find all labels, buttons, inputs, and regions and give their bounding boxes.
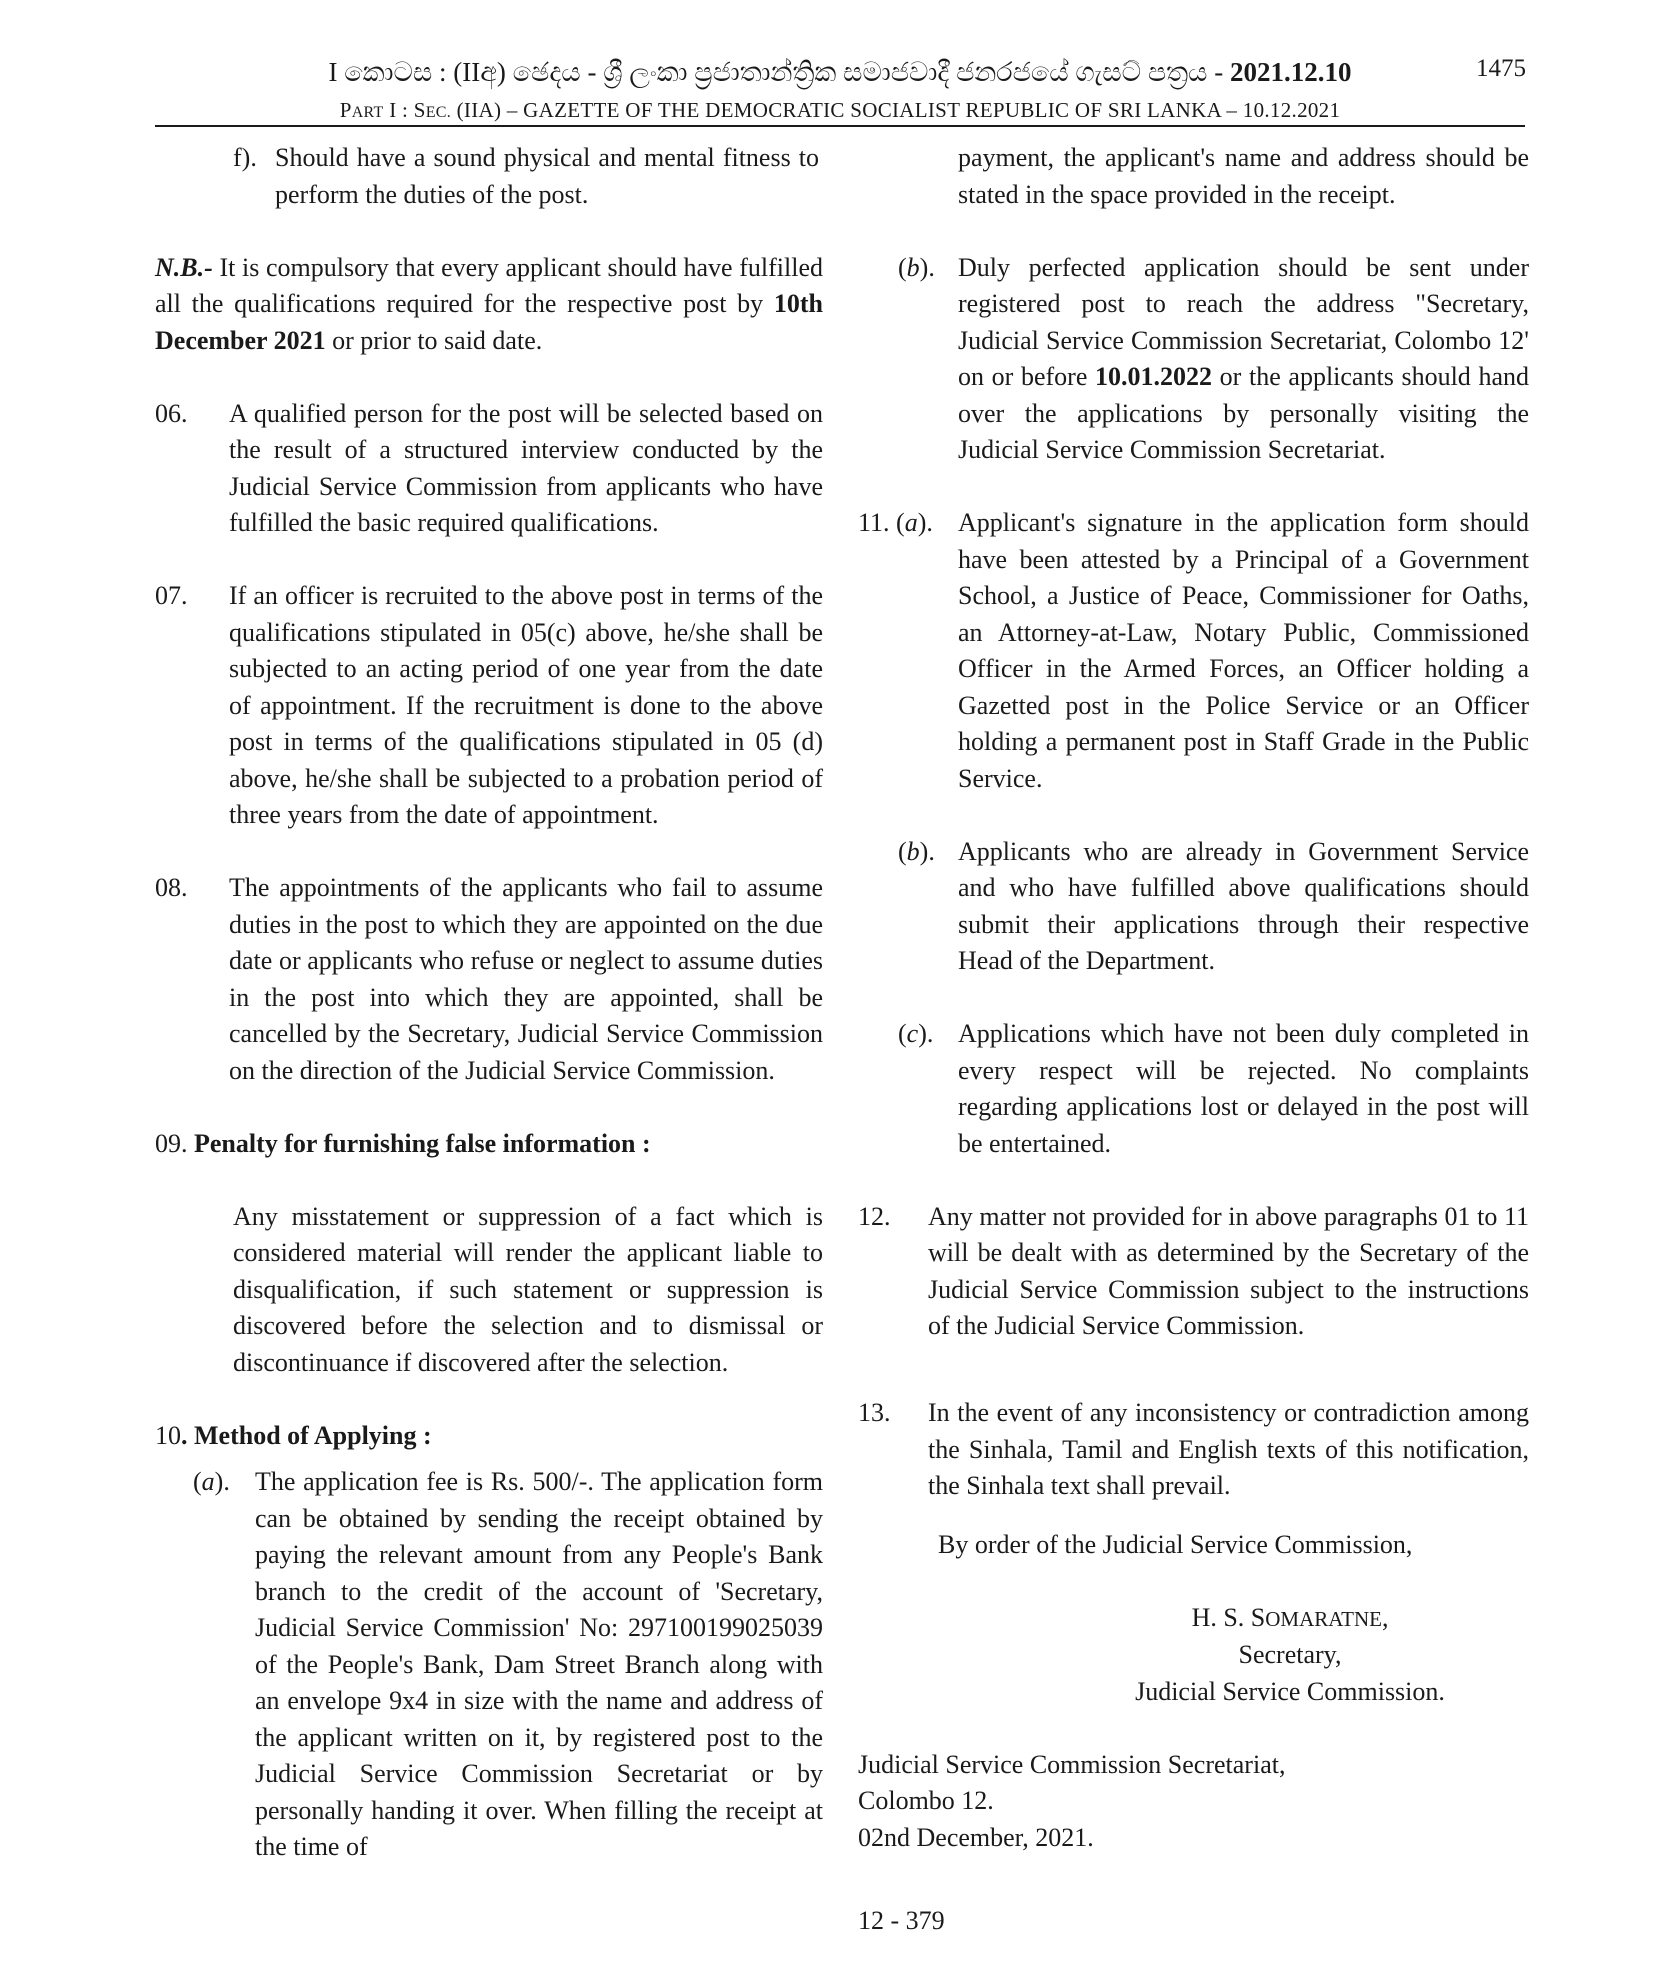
para-11c-text: Applications which have not been duly completed in every respect will be rejected. No complaints regarding applications lost or delayed in the post will be entertained. [958,1019,1529,1158]
para-13-number: 13. [858,1398,891,1427]
page-header [155,50,1525,129]
para-13 [858,1395,1529,1505]
header-sinhala-date: 2021.12.10 [1229,57,1352,87]
para-10-number: 10 [155,1420,181,1450]
para-09-heading: Penalty for furnishing false information : [194,1128,651,1158]
para-10a [155,1464,823,1866]
para-10b-label: (b). [898,252,935,282]
header-english-line [155,94,1525,129]
para-10b [858,250,1529,469]
left-column [155,140,823,1866]
para-11a [858,505,1529,797]
header-sinhala-text: I කොටස : (IIඅ) ඡෙදය - ශ්‍රී ලංකා ප්‍රජාතාන්ත්‍රික සමාජවාදී ජනරජයේ ගැසට් පත්‍රය - [328,57,1230,87]
page-number: 1475 [1476,55,1526,82]
header-sinhala-line [155,50,1525,94]
para-11c-label: (c). [898,1019,934,1048]
nb-text-2: or prior to said date. [332,325,543,355]
para-12-number: 12. [858,1201,891,1231]
header-sec-initial: I : S [389,98,426,122]
para-11a-label: 11. (a). [858,508,933,537]
address-line-1: Judicial Service Commission Secretariat, [858,1749,1286,1779]
item-f-label: f). [233,143,257,172]
signatory-name: H. S. SOMARATNE, [1191,1602,1389,1632]
issuing-address [858,1747,1529,1857]
header-part-initial: P [339,98,352,122]
signature-block [858,1600,1470,1711]
para-09-text: Any misstatement or suppression of a fact which is considered material will render the applicant liable to disqualification, if such statement or suppression is discovered before the selection and to dismissal or discontinuance if discovered after the selection. [233,1201,823,1377]
para-10b-deadline: 10.01.2022 [1095,362,1213,391]
para-08 [155,870,823,1089]
header-english-title: (IIA) – GAZETTE OF THE DEMOCRATIC SOCIALIST REPUBLIC OF SRI LANKA – 10.12.2021 [456,98,1341,122]
signatory-organization: Judicial Service Commission. [1135,1676,1445,1706]
nb-text-1: It is compulsory that every applicant should have fulfilled all the qualifications required for the respective post by [155,252,823,318]
para-11b [858,834,1529,980]
para-10a-label: (a). [193,1467,230,1496]
issue-date: 02nd December, 2021. [858,1822,1094,1852]
order-line: By order of the Judicial Service Commission, [938,1529,1413,1559]
para-11b-text: Applicants who are already in Government Service and who have fulfilled above qualifications should submit their applications through their respective Head of the Department. [958,836,1529,975]
nb-paragraph [155,250,823,360]
para-09-number: 09. [155,1128,188,1158]
para-06-text: A qualified person for the post will be selected based on the result of a structured interview conducted by the Judicial Service Commission from applicants who have fulfilled the basic required qualifications. [229,398,823,537]
para-10-heading: . Method of Applying : [181,1420,432,1450]
para-10a-text: The application fee is Rs. 500/-. The application form can be obtained by sending the receipt obtained by paying the relevant amount from any People's Bank branch to the credit of the account of 'Secretary, Judicial Service Commission' No: 297100199025039 of the People's Bank, Dam Street Branch along with an envelope 9x4 in size with the name and address of the applicant written on it, by registered post to the Judicial Service Commission Secretariat or by personally handing it over. When filling the receipt at the time of [255,1467,823,1861]
para-08-number: 08. [155,873,188,902]
header-rule [155,125,1525,127]
notice-reference-code: 12 - 379 [858,1905,945,1935]
para-07-text: If an officer is recruited to the above post in terms of the qualifications stipulated in 05(c) above, he/she shall be subjected to an acting period of one year from the date of appointment. If the recruitment is done to the above post in terms of the qualifications stipulated in 05 (d) above, he/she shall be subjected to a probation period of three years from the date of appointment. [229,581,823,829]
para-13-text: In the event of any inconsistency or contradiction among the Sinhala, Tamil and English texts of this notification, the Sinhala text shall prevail. [928,1398,1529,1500]
nb-date: 10th December 2021 [155,289,823,355]
para-11c [858,1016,1529,1162]
para-06 [155,396,823,542]
address-line-2: Colombo 12. [858,1786,994,1815]
para-10a-continued: payment, the applicant's name and address should be stated in the space provided in the receipt. [958,143,1529,209]
para-11b-label: (b). [898,836,935,866]
para-12 [858,1199,1529,1345]
item-f [155,140,823,213]
para-10-heading-line [155,1418,823,1455]
para-06-number: 06. [155,398,188,428]
right-column [858,140,1529,1939]
item-f-text: Should have a sound physical and mental fitness to perform the duties of the post. [275,143,819,209]
header-sec-smallcaps: EC. [425,104,452,121]
signatory-title: Secretary, [1238,1640,1342,1669]
header-part-smallcaps: ART [351,104,384,121]
nb-label: N.B.- [155,252,213,282]
para-11a-text: Applicant's signature in the application form should have been attested by a Principal of a Government School, a Justice of Peace, Commissioner for Oaths, an Attorney-at-Law, Notary Public, Commissioned Officer in the Armed Forces, an Officer holding a Gazetted post in the Police Service or an Officer holding a permanent post in Staff Grade in the Public Service. [958,508,1529,793]
para-07 [155,578,823,834]
para-09-heading-line [155,1126,823,1163]
para-12-text: Any matter not provided for in above paragraphs 01 to 11 will be dealt with as determined by the Secretary of the Judicial Service Commission subject to the instructions of the Judicial Service Commission. [928,1201,1529,1340]
para-07-number: 07. [155,581,188,610]
para-10b-text: Duly perfected application should be sent under registered post to reach the address "Secretary, Judicial Service Commission Secretariat, Colombo 12' on or before 10.01.2022 or the applicants should hand over the applications by personally visiting the Judicial Service Commission Secretariat. [958,252,1529,464]
para-08-text: The appointments of the applicants who fail to assume duties in the post to which they are appointed on the due date or applicants who refuse or neglect to assume duties in the post into which they are appointed, shall be cancelled by the Secretary, Judicial Service Commission on the direction of the Judicial Service Commission. [229,873,823,1085]
